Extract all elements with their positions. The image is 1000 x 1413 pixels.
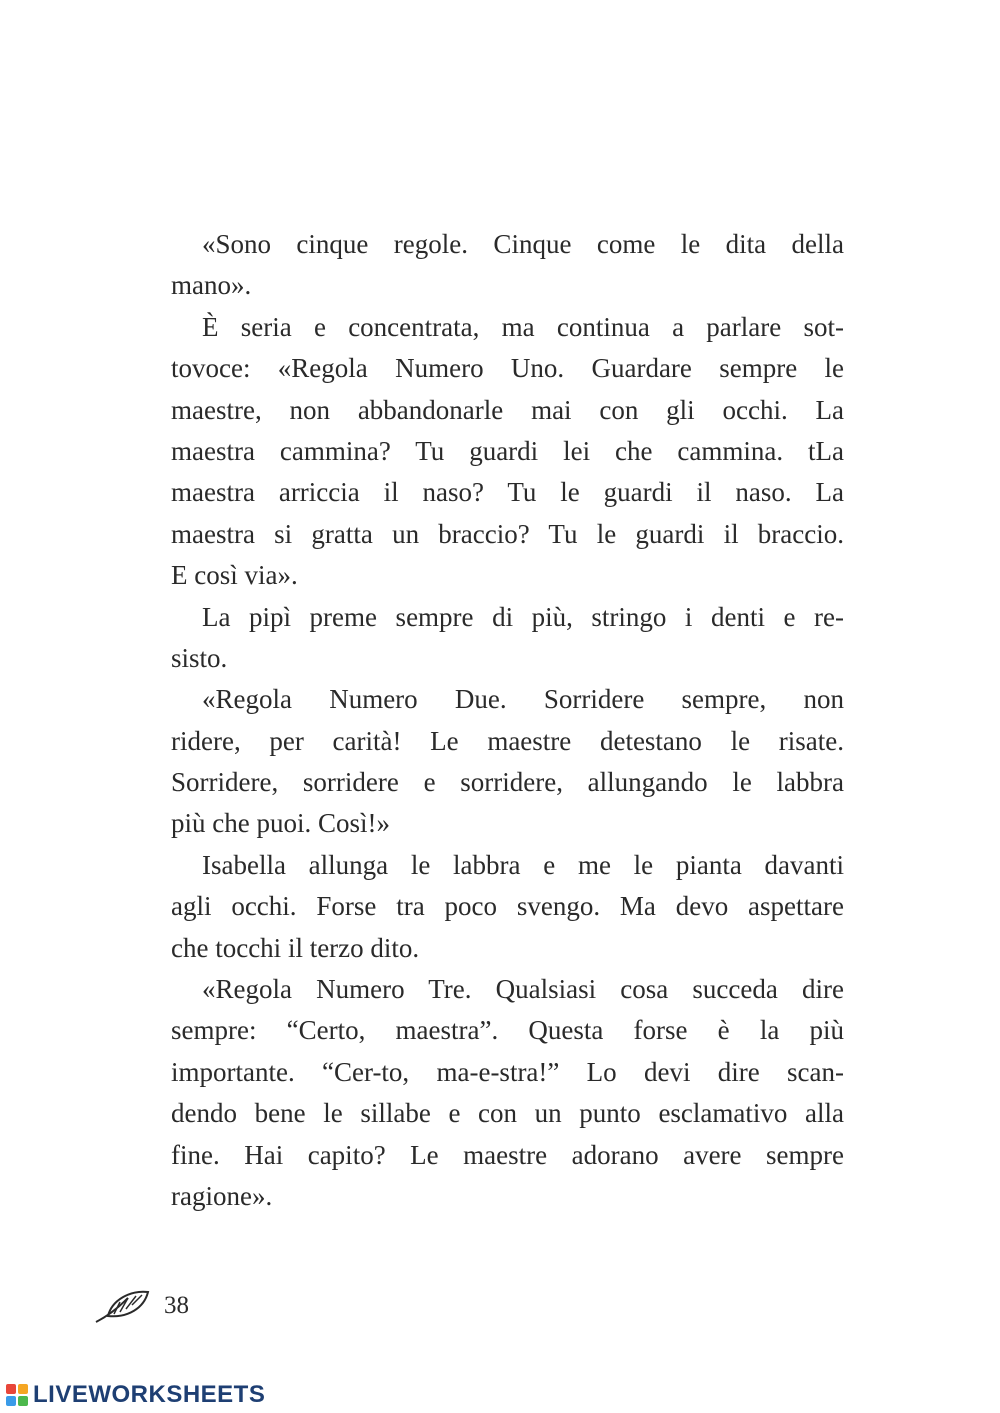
feather-leaf-icon xyxy=(92,1286,152,1326)
text-line: importante. “Cer-to, ma-e-stra!” Lo devi dire scan- xyxy=(171,1056,844,1087)
page-footer xyxy=(92,1284,189,1328)
text-line: fine. Hai capito? Le maestre adorano avere sempre xyxy=(171,1139,844,1170)
text-line: «Sono cinque regole. Cinque come le dita della xyxy=(202,229,844,259)
text-line: maestra cammina? Tu guardi lei che cammina. tLa xyxy=(171,435,844,466)
text-line: «Regola Numero Tre. Qualsiasi cosa succeda dire xyxy=(202,974,844,1005)
text-line: che tocchi il terzo dito. xyxy=(171,932,420,963)
text-line: agli occhi. Forse tra poco svengo. Ma devo aspettare xyxy=(171,891,844,922)
text-line: maestre, non abbandonarle mai con gli occhi. La xyxy=(171,394,844,425)
text-line: Sorridere, sorridere e sorridere, allungando le labbra xyxy=(171,767,844,798)
watermark-text: LIVEWORKSHEETS xyxy=(33,1381,266,1408)
text-line: È seria e concentrata, ma continua a parlare sot- xyxy=(202,311,844,342)
text-line: sempre: “Certo, maestra”. Questa forse è la più xyxy=(171,1015,844,1046)
text-line: mano». xyxy=(171,270,252,301)
text-line: maestra si gratta un braccio? Tu le guardi il braccio. xyxy=(171,518,844,549)
text-line: sisto. xyxy=(171,642,228,673)
page-number: 38 xyxy=(164,1292,189,1319)
text-line: ridere, per carità! Le maestre detestano le risate. xyxy=(171,725,844,756)
text-line: maestra arriccia il naso? Tu le guardi il naso. La xyxy=(171,477,844,508)
text-line: La pipì preme sempre di più, stringo i denti e re- xyxy=(202,601,844,632)
text-line: «Regola Numero Due. Sorridere sempre, non xyxy=(202,684,844,715)
text-line: ragione». xyxy=(171,1180,273,1211)
text-line: tovoce: «Regola Numero Uno. Guardare sempre le xyxy=(171,353,844,384)
text-line: E così via». xyxy=(171,560,298,591)
book-page-text xyxy=(171,224,844,1217)
liveworksheets-watermark xyxy=(6,1382,265,1408)
text-line: più che puoi. Così!» xyxy=(171,808,390,839)
text-line: Isabella allunga le labbra e me le pianta davanti xyxy=(202,849,844,880)
liveworksheets-logo-icon xyxy=(6,1384,28,1406)
text-line: dendo bene le sillabe e con un punto esclamativo alla xyxy=(171,1098,844,1129)
